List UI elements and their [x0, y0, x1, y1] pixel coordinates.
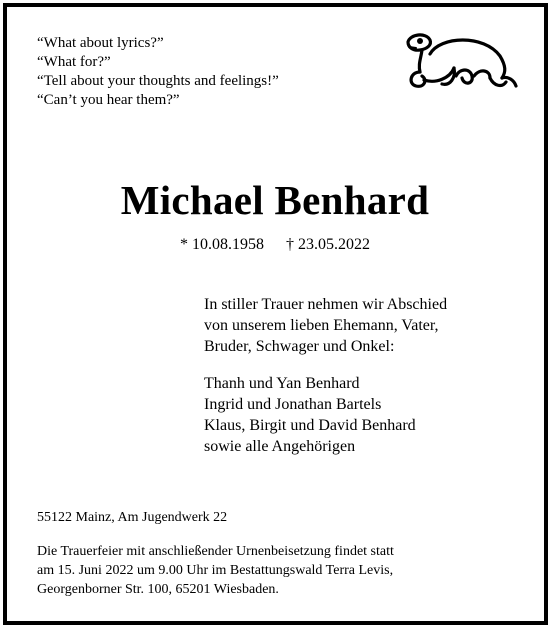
family-member: Thanh und Yan Benhard [204, 375, 360, 392]
ceremony-notice [37, 542, 394, 599]
quote-line: “Tell about your thoughts and feelings!” [37, 73, 279, 89]
mourning-line: Bruder, Schwager und Onkel: [204, 338, 395, 355]
life-dates [0, 236, 550, 254]
birth-date: * 10.08.1958 [180, 236, 264, 253]
turtle-icon [400, 30, 520, 94]
family-member: sowie alle Angehörigen [204, 438, 356, 455]
mourning-line: von unserem lieben Ehemann, Vater, [204, 317, 439, 334]
quote-line: “Can’t you hear them?” [37, 92, 180, 108]
quote-line: “What about lyrics?” [37, 35, 164, 51]
family-member: Ingrid und Jonathan Bartels [204, 396, 382, 413]
address: 55122 Mainz, Am Jugendwerk 22 [37, 510, 228, 525]
quote-line: “What for?” [37, 54, 111, 70]
ceremony-line: Georgenborner Str. 100, 65201 Wiesbaden. [37, 582, 279, 597]
mourning-line: In stiller Trauer nehmen wir Abschied [204, 296, 448, 313]
mourning-text [204, 294, 447, 357]
ceremony-line: am 15. Juni 2022 um 9.00 Uhr im Bestattungswald Terra Levis, [37, 563, 394, 578]
death-date: † 23.05.2022 [286, 236, 370, 253]
quote-block [37, 34, 279, 110]
deceased-name: Michael Benhard [120, 177, 430, 223]
family-list [204, 373, 416, 457]
family-member: Klaus, Birgit und David Benhard [204, 417, 416, 434]
ceremony-line: Die Trauerfeier mit anschließender Urnenbeisetzung findet statt [37, 544, 394, 559]
